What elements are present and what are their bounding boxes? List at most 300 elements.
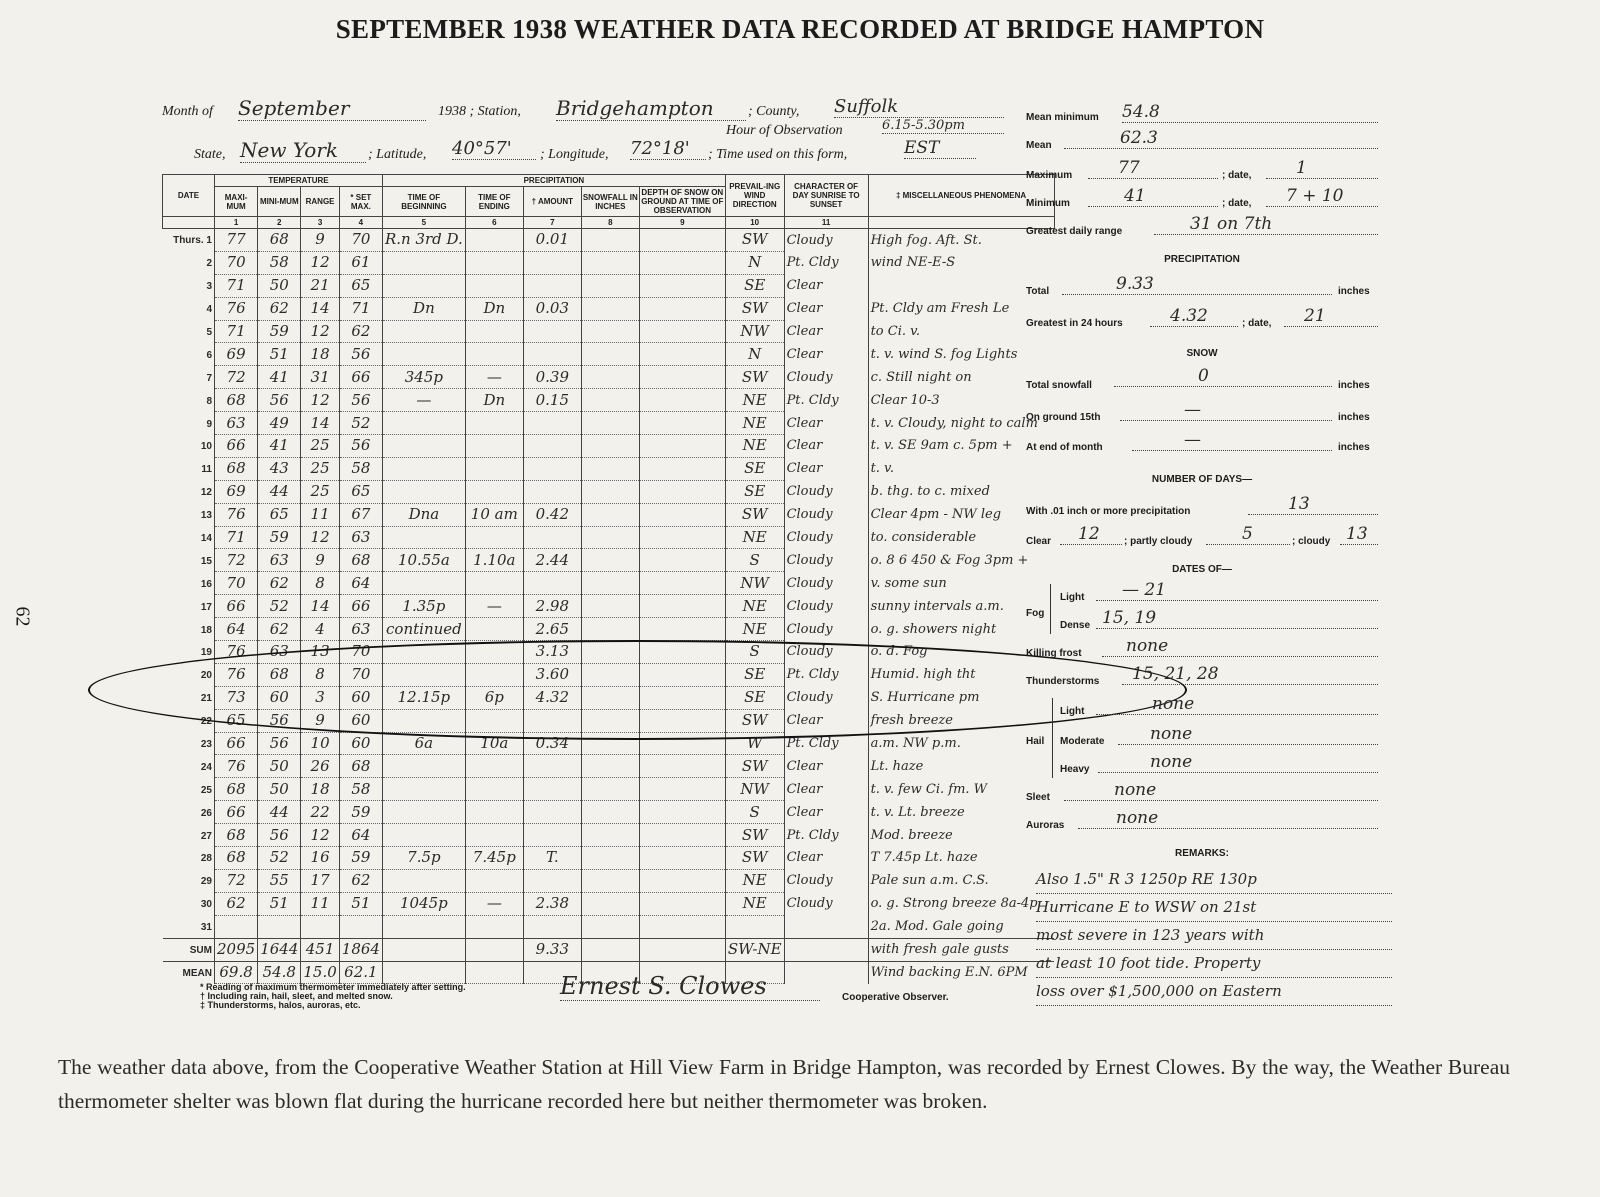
cell-range: 25 bbox=[301, 457, 339, 480]
cell-snow bbox=[581, 343, 639, 366]
sum-label: SUM bbox=[163, 938, 215, 961]
cell-max: 68 bbox=[215, 457, 258, 480]
cell-snow bbox=[581, 869, 639, 892]
snowfall-label: Total snowfall bbox=[1026, 380, 1092, 391]
cell-snow bbox=[581, 915, 639, 938]
cell-min: 59 bbox=[258, 526, 301, 549]
cell-misc: o. g. showers night bbox=[868, 618, 1054, 641]
cell-end bbox=[465, 480, 523, 503]
row-date: 12 bbox=[200, 487, 212, 499]
sum-cell-snow bbox=[581, 938, 639, 961]
mean-min-label: Mean minimum bbox=[1026, 112, 1099, 123]
partly-cloudy-label: ; partly cloudy bbox=[1124, 536, 1193, 547]
cell-min: 55 bbox=[258, 869, 301, 892]
cell-begin: — bbox=[382, 389, 465, 412]
temperature-group-header: TEMPERATURE bbox=[215, 175, 383, 187]
total-value: 9.33 bbox=[1062, 274, 1332, 295]
cell-begin bbox=[382, 755, 465, 778]
cell-misc: o. 8 6 450 & Fog 3pm + bbox=[868, 549, 1054, 572]
row-date: 20 bbox=[200, 670, 212, 682]
cell-amount bbox=[523, 869, 581, 892]
cell-begin: 12.15p bbox=[382, 686, 465, 709]
cell-character: Pt. Cldy bbox=[784, 824, 868, 847]
cell-range: 11 bbox=[301, 503, 339, 526]
longitude-label: ; Longitude, bbox=[540, 147, 609, 162]
sum-cell-max: 2095 bbox=[215, 938, 258, 961]
table-row bbox=[163, 847, 1055, 870]
cloudy-value: 13 bbox=[1340, 524, 1378, 545]
row-date: 21 bbox=[200, 693, 212, 705]
dates-section-header: DATES OF— bbox=[1172, 564, 1232, 575]
cell-setmax: 56 bbox=[339, 389, 382, 412]
cell-begin: 1.35p bbox=[382, 595, 465, 618]
cell-amount bbox=[523, 274, 581, 297]
table-row bbox=[163, 915, 1055, 938]
cell-max: 72 bbox=[215, 366, 258, 389]
remark-line: at least 10 foot tide. Property bbox=[1036, 950, 1392, 978]
table-row bbox=[163, 457, 1055, 480]
remark-line: loss over $1,500,000 on Eastern bbox=[1036, 978, 1392, 1006]
year-label: 1938 ; Station, bbox=[438, 104, 521, 119]
cell-min: 49 bbox=[258, 412, 301, 435]
cell-wind: SW bbox=[725, 847, 784, 870]
cell-character: Clear bbox=[784, 755, 868, 778]
cell-depth bbox=[639, 801, 725, 824]
col-header-misc: ‡ MISCELLANEOUS PHENOMENA bbox=[868, 175, 1054, 217]
cell-setmax: 70 bbox=[339, 663, 382, 686]
cell-misc: t. v. SE 9am c. 5pm + bbox=[868, 435, 1054, 458]
col-header-4: * SET MAX. bbox=[339, 187, 382, 217]
cell-amount bbox=[523, 778, 581, 801]
cell-range: 16 bbox=[301, 847, 339, 870]
cell-wind: NE bbox=[725, 892, 784, 915]
mean-min-value: 54.8 bbox=[1122, 102, 1378, 123]
table-row bbox=[163, 549, 1055, 572]
cell-min: 50 bbox=[258, 274, 301, 297]
cell-setmax: 56 bbox=[339, 435, 382, 458]
cell-min: 68 bbox=[258, 229, 301, 252]
cell-max: 63 bbox=[215, 412, 258, 435]
cell-snow bbox=[581, 618, 639, 641]
observer-label: Cooperative Observer. bbox=[842, 992, 949, 1003]
col-header-wind: PREVAIL-ING WIND DIRECTION bbox=[725, 175, 784, 217]
cell-max: 72 bbox=[215, 549, 258, 572]
cell-misc: Mod. breeze bbox=[868, 824, 1054, 847]
table-row bbox=[163, 572, 1055, 595]
cell-range: 8 bbox=[301, 663, 339, 686]
latitude-label: ; Latitude, bbox=[368, 147, 427, 162]
cell-wind: NE bbox=[725, 435, 784, 458]
cell-misc: t. v. Cloudy, night to calm bbox=[868, 412, 1054, 435]
hail-bracket bbox=[1052, 698, 1054, 778]
cell-range bbox=[301, 915, 339, 938]
county-value: Suffolk bbox=[834, 96, 1004, 118]
cell-setmax: 70 bbox=[339, 641, 382, 664]
cell-depth bbox=[639, 778, 725, 801]
cell-amount: 0.15 bbox=[523, 389, 581, 412]
cell-range: 21 bbox=[301, 274, 339, 297]
latitude-value: 40°57' bbox=[452, 138, 536, 160]
cell-range: 3 bbox=[301, 686, 339, 709]
row-date: 8 bbox=[206, 395, 212, 407]
cell-snow bbox=[581, 847, 639, 870]
cell-min: 63 bbox=[258, 549, 301, 572]
cell-misc: Pale sun a.m. C.S. bbox=[868, 869, 1054, 892]
cell-wind: S bbox=[725, 549, 784, 572]
cell-misc: t. v. bbox=[868, 457, 1054, 480]
table-row bbox=[163, 366, 1055, 389]
cell-depth bbox=[639, 847, 725, 870]
cell-max: 70 bbox=[215, 572, 258, 595]
cell-snow bbox=[581, 366, 639, 389]
row-date: 30 bbox=[200, 899, 212, 911]
cell-snow bbox=[581, 595, 639, 618]
table-row bbox=[163, 595, 1055, 618]
cell-amount: 0.01 bbox=[523, 229, 581, 252]
row-date: 2 bbox=[206, 258, 212, 270]
snowfall-value: 0 bbox=[1114, 366, 1332, 387]
cell-setmax bbox=[339, 915, 382, 938]
cell-setmax: 60 bbox=[339, 709, 382, 732]
cell-wind: S bbox=[725, 801, 784, 824]
cell-amount bbox=[523, 915, 581, 938]
cell-amount bbox=[523, 412, 581, 435]
fog-bracket bbox=[1050, 584, 1052, 634]
cell-max: 68 bbox=[215, 778, 258, 801]
cell-setmax: 60 bbox=[339, 686, 382, 709]
cell-end: — bbox=[465, 366, 523, 389]
maximum-label: Maximum bbox=[1026, 170, 1073, 181]
sum-cell-misc: with fresh gale gusts bbox=[868, 938, 1054, 961]
cell-setmax: 58 bbox=[339, 778, 382, 801]
cell-end bbox=[465, 435, 523, 458]
end-of-month-unit: inches bbox=[1338, 442, 1370, 453]
cell-amount: 0.39 bbox=[523, 366, 581, 389]
cell-end bbox=[465, 869, 523, 892]
cell-depth bbox=[639, 389, 725, 412]
mean-cell-end bbox=[465, 961, 523, 984]
remark-line: Also 1.5" R 3 1250p RE 130p bbox=[1036, 866, 1392, 894]
cell-begin bbox=[382, 320, 465, 343]
cell-snow bbox=[581, 480, 639, 503]
cell-character: Cloudy bbox=[784, 229, 868, 252]
page-title: SEPTEMBER 1938 WEATHER DATA RECORDED AT BRIDGE HAMPTON bbox=[335, 14, 1265, 44]
cell-min: 62 bbox=[258, 618, 301, 641]
cell-max: 77 bbox=[215, 229, 258, 252]
cell-range: 25 bbox=[301, 480, 339, 503]
row-date: 22 bbox=[200, 716, 212, 728]
ground-15th-unit: inches bbox=[1338, 412, 1370, 423]
cell-depth bbox=[639, 274, 725, 297]
cell-max: 66 bbox=[215, 732, 258, 755]
cell-range: 14 bbox=[301, 412, 339, 435]
cell-begin: continued bbox=[382, 618, 465, 641]
cell-wind: NW bbox=[725, 572, 784, 595]
cell-depth bbox=[639, 892, 725, 915]
cell-wind: SW bbox=[725, 229, 784, 252]
cell-range: 9 bbox=[301, 549, 339, 572]
cell-character: Cloudy bbox=[784, 686, 868, 709]
time-label: ; Time used on this form, bbox=[708, 147, 848, 162]
cell-range: 17 bbox=[301, 869, 339, 892]
precipitation-section-header: PRECIPITATION bbox=[1164, 254, 1240, 265]
row-date: 10 bbox=[200, 441, 212, 453]
cell-range: 12 bbox=[301, 251, 339, 274]
maximum-value: 77 bbox=[1088, 158, 1218, 179]
caption: The weather data above, from the Cooperative Weather Station at Hill View Farm in Bridge Hampton, was recorded by Ernest Clowes. By the way, the Weather Bureau thermometer shelter was blown flat during the hurricane recorded here but neither thermometer was broken. bbox=[58, 1055, 1510, 1113]
cell-character: Clear bbox=[784, 412, 868, 435]
cell-min: 43 bbox=[258, 457, 301, 480]
cell-max: 64 bbox=[215, 618, 258, 641]
partly-cloudy-value: 5 bbox=[1206, 524, 1290, 545]
cell-amount: 2.44 bbox=[523, 549, 581, 572]
cell-end: — bbox=[465, 595, 523, 618]
cell-snow bbox=[581, 229, 639, 252]
cell-amount: T. bbox=[523, 847, 581, 870]
mean-cell-max: 69.8 bbox=[215, 961, 258, 984]
cell-begin bbox=[382, 824, 465, 847]
row-date: 27 bbox=[200, 830, 212, 842]
cell-max: 70 bbox=[215, 251, 258, 274]
cell-max: 68 bbox=[215, 847, 258, 870]
cell-wind: N bbox=[725, 343, 784, 366]
hail-light-label: Light bbox=[1060, 706, 1085, 717]
col-number-2: 2 bbox=[258, 217, 301, 229]
cell-end bbox=[465, 915, 523, 938]
row-date: 5 bbox=[206, 326, 212, 338]
cell-max: 66 bbox=[215, 595, 258, 618]
range-value: 31 on 7th bbox=[1154, 214, 1378, 235]
cell-min: 44 bbox=[258, 480, 301, 503]
col-header-character: CHARACTER OF DAY SUNRISE TO SUNSET bbox=[784, 175, 868, 217]
maximum-date: 1 bbox=[1266, 158, 1378, 179]
thunderstorms-value: 15, 21, 28 bbox=[1122, 664, 1378, 685]
total-label: Total bbox=[1026, 286, 1050, 297]
fog-light-label: Light bbox=[1060, 592, 1085, 603]
fog-dense-value: 15, 19 bbox=[1096, 608, 1378, 629]
table-row bbox=[163, 824, 1055, 847]
cell-min: 63 bbox=[258, 641, 301, 664]
row-date: 29 bbox=[200, 876, 212, 888]
table-row bbox=[163, 778, 1055, 801]
row-date: 24 bbox=[200, 761, 212, 773]
cell-end bbox=[465, 824, 523, 847]
cell-character: Clear bbox=[784, 778, 868, 801]
cell-end bbox=[465, 320, 523, 343]
end-of-month-label: At end of month bbox=[1026, 442, 1103, 453]
cell-min: 56 bbox=[258, 824, 301, 847]
col-number-10: 10 bbox=[725, 217, 784, 229]
remark-line: most severe in 123 years with bbox=[1036, 922, 1392, 950]
hail-moderate-value: none bbox=[1118, 724, 1378, 745]
col-header-7: † AMOUNT bbox=[523, 187, 581, 217]
cell-begin: Dna bbox=[382, 503, 465, 526]
cell-setmax: 51 bbox=[339, 892, 382, 915]
cell-wind: NE bbox=[725, 618, 784, 641]
cell-misc: o. g. Strong breeze 8a-4p bbox=[868, 892, 1054, 915]
row-date: 26 bbox=[200, 807, 212, 819]
cell-wind: N bbox=[725, 251, 784, 274]
cell-depth bbox=[639, 457, 725, 480]
sum-row bbox=[163, 938, 1055, 961]
cell-character: Clear bbox=[784, 320, 868, 343]
cell-setmax: 64 bbox=[339, 572, 382, 595]
cell-misc: c. Still night on bbox=[868, 366, 1054, 389]
cell-amount: 0.03 bbox=[523, 297, 581, 320]
greatest-24h-date: 21 bbox=[1284, 306, 1378, 327]
row-date: 18 bbox=[200, 624, 212, 636]
cell-begin: R.n 3rd D. bbox=[382, 229, 465, 252]
cell-range: 9 bbox=[301, 709, 339, 732]
cell-depth bbox=[639, 526, 725, 549]
cell-snow bbox=[581, 297, 639, 320]
cell-misc: Lt. haze bbox=[868, 755, 1054, 778]
cell-misc: t. v. Lt. breeze bbox=[868, 801, 1054, 824]
cell-snow bbox=[581, 503, 639, 526]
cell-end bbox=[465, 801, 523, 824]
cell-begin: 10.55a bbox=[382, 549, 465, 572]
cell-depth bbox=[639, 343, 725, 366]
cell-depth bbox=[639, 297, 725, 320]
sum-cell-wind: SW-NE bbox=[725, 938, 784, 961]
cell-amount bbox=[523, 251, 581, 274]
col-number-11: 11 bbox=[784, 217, 868, 229]
days-precip-value: 13 bbox=[1248, 494, 1378, 515]
cell-character: Cloudy bbox=[784, 366, 868, 389]
sleet-value: none bbox=[1064, 780, 1378, 801]
table-row bbox=[163, 320, 1055, 343]
range-label: Greatest daily range bbox=[1026, 226, 1123, 237]
cell-range: 11 bbox=[301, 892, 339, 915]
cell-depth bbox=[639, 480, 725, 503]
station-value: Bridgehampton bbox=[556, 96, 746, 121]
cell-misc: sunny intervals a.m. bbox=[868, 595, 1054, 618]
mean-cell-begin bbox=[382, 961, 465, 984]
cell-setmax: 64 bbox=[339, 824, 382, 847]
maximum-date-label: ; date, bbox=[1222, 170, 1252, 181]
col-header-8: SNOWFALL IN INCHES bbox=[581, 187, 639, 217]
cell-character: Clear bbox=[784, 343, 868, 366]
col-header-date: DATE bbox=[163, 175, 215, 217]
cell-wind: SE bbox=[725, 480, 784, 503]
table-row bbox=[163, 343, 1055, 366]
cell-misc: wind NE-E-S bbox=[868, 251, 1054, 274]
cell-min: 50 bbox=[258, 778, 301, 801]
cell-end bbox=[465, 457, 523, 480]
cell-max: 73 bbox=[215, 686, 258, 709]
cell-end bbox=[465, 274, 523, 297]
cell-snow bbox=[581, 320, 639, 343]
sum-cell-amount: 9.33 bbox=[523, 938, 581, 961]
cell-depth bbox=[639, 915, 725, 938]
mean-label: Mean bbox=[1026, 140, 1052, 151]
row-date: 28 bbox=[200, 853, 212, 865]
sum-cell-begin bbox=[382, 938, 465, 961]
cell-snow bbox=[581, 435, 639, 458]
cell-depth bbox=[639, 549, 725, 572]
table-row bbox=[163, 412, 1055, 435]
col-header-2: MINI-MUM bbox=[258, 187, 301, 217]
cell-wind: SW bbox=[725, 297, 784, 320]
cell-depth bbox=[639, 412, 725, 435]
cell-snow bbox=[581, 389, 639, 412]
cell-range: 18 bbox=[301, 343, 339, 366]
cell-min: 52 bbox=[258, 847, 301, 870]
cell-snow bbox=[581, 274, 639, 297]
cell-end bbox=[465, 778, 523, 801]
cell-depth bbox=[639, 618, 725, 641]
col-number-3: 3 bbox=[301, 217, 339, 229]
cell-range: 13 bbox=[301, 641, 339, 664]
cell-amount: 2.98 bbox=[523, 595, 581, 618]
cell-misc: High fog. Aft. St. bbox=[868, 229, 1054, 252]
cell-max: 65 bbox=[215, 709, 258, 732]
cell-min: 56 bbox=[258, 389, 301, 412]
cell-max: 69 bbox=[215, 343, 258, 366]
cell-max: 72 bbox=[215, 869, 258, 892]
cell-misc: Pt. Cldy am Fresh Le bbox=[868, 297, 1054, 320]
cell-amount bbox=[523, 572, 581, 595]
remarks-list bbox=[1036, 866, 1392, 1006]
month-value: September bbox=[238, 96, 426, 121]
cell-wind: NE bbox=[725, 412, 784, 435]
table-row bbox=[163, 801, 1055, 824]
cell-misc: Clear 4pm - NW leg bbox=[868, 503, 1054, 526]
cell-amount: 0.42 bbox=[523, 503, 581, 526]
cell-misc: to. considerable bbox=[868, 526, 1054, 549]
ground-15th-value: — bbox=[1120, 400, 1332, 421]
table-row bbox=[163, 274, 1055, 297]
cell-range: 14 bbox=[301, 595, 339, 618]
cell-begin: 6a bbox=[382, 732, 465, 755]
cell-end bbox=[465, 412, 523, 435]
cell-setmax: 70 bbox=[339, 229, 382, 252]
cell-min: 41 bbox=[258, 366, 301, 389]
cell-end bbox=[465, 251, 523, 274]
cell-setmax: 68 bbox=[339, 755, 382, 778]
cell-begin bbox=[382, 526, 465, 549]
cell-misc: to Ci. v. bbox=[868, 320, 1054, 343]
cell-misc: Humid. high tht bbox=[868, 663, 1054, 686]
cell-setmax: 66 bbox=[339, 595, 382, 618]
cell-begin bbox=[382, 435, 465, 458]
footnote-3: ‡ Thunderstorms, halos, auroras, etc. bbox=[200, 1000, 361, 1010]
cell-end: 7.45p bbox=[465, 847, 523, 870]
cell-range: 12 bbox=[301, 389, 339, 412]
cell-character: Cloudy bbox=[784, 503, 868, 526]
cell-character: Cloudy bbox=[784, 526, 868, 549]
cell-max: 76 bbox=[215, 503, 258, 526]
cell-setmax: 65 bbox=[339, 274, 382, 297]
table-row bbox=[163, 618, 1055, 641]
col-number-5: 5 bbox=[382, 217, 465, 229]
table-row bbox=[163, 229, 1055, 252]
cell-snow bbox=[581, 412, 639, 435]
cell-snow bbox=[581, 755, 639, 778]
cell-begin bbox=[382, 801, 465, 824]
cell-range: 4 bbox=[301, 618, 339, 641]
table-row bbox=[163, 435, 1055, 458]
cell-range: 22 bbox=[301, 801, 339, 824]
fog-label: Fog bbox=[1026, 608, 1045, 619]
cell-begin bbox=[382, 915, 465, 938]
cell-amount bbox=[523, 526, 581, 549]
hour-value: 6.15-5.30pm bbox=[882, 118, 1004, 134]
hail-moderate-label: Moderate bbox=[1060, 736, 1105, 747]
cell-setmax: 56 bbox=[339, 343, 382, 366]
cell-max: 76 bbox=[215, 641, 258, 664]
col-header-9: DEPTH OF SNOW ON GROUND AT TIME OF OBSERVATION bbox=[641, 188, 724, 215]
